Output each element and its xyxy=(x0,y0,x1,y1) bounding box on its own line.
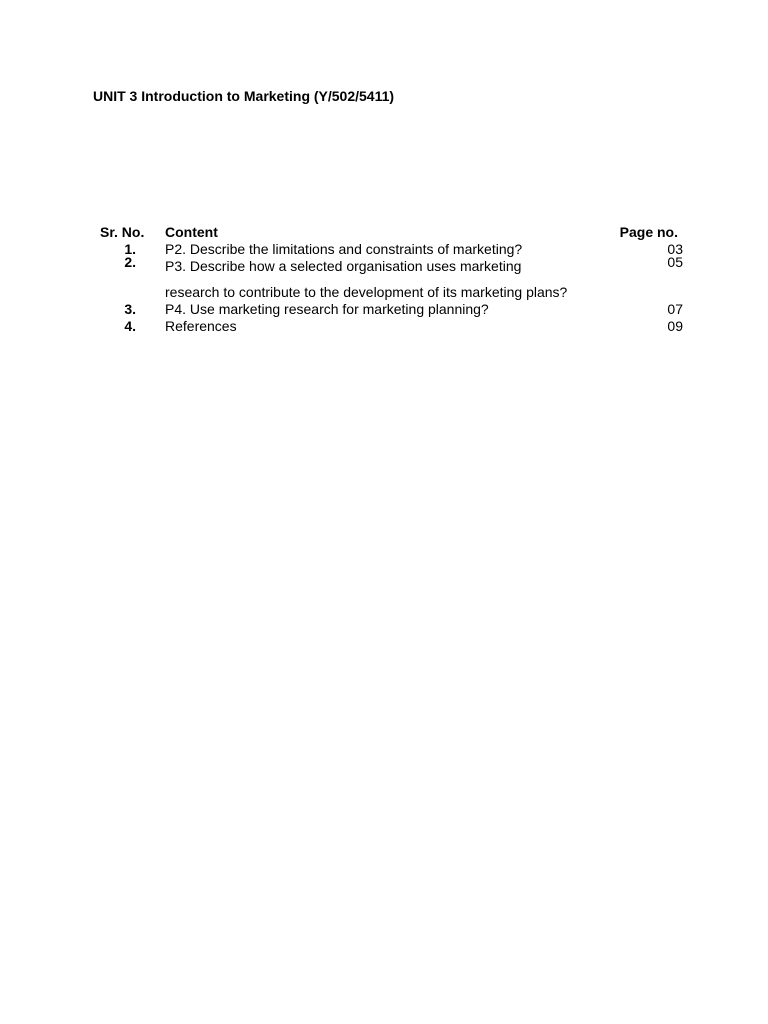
row-sr-no: 3. xyxy=(124,301,136,317)
header-page-no: Page no. xyxy=(619,224,678,240)
document-title: UNIT 3 Introduction to Marketing (Y/502/5411) xyxy=(93,88,395,104)
row-sr-no: 1. xyxy=(124,241,136,257)
row-sr-no: 2. xyxy=(124,254,136,270)
row-page-no: 09 xyxy=(667,318,683,334)
toc-row xyxy=(94,318,694,335)
row-page-no: 03 xyxy=(667,241,683,257)
row-page-no: 07 xyxy=(667,301,683,317)
toc-row xyxy=(94,254,694,305)
row-content: P2. Describe the limitations and constraints of marketing? xyxy=(165,241,523,257)
row-sr-no: 4. xyxy=(124,318,136,334)
header-sr-no: Sr. No. xyxy=(100,224,145,240)
row-content: P3. Describe how a selected organisation uses marketing research to contribute to the development of its marketing plans? xyxy=(165,258,568,300)
row-content: P4. Use marketing research for marketing planning? xyxy=(165,301,489,317)
row-page-no: 05 xyxy=(667,254,683,270)
header-content: Content xyxy=(165,224,218,240)
toc-row xyxy=(94,301,694,318)
row-content: References xyxy=(165,318,237,334)
toc-header-row xyxy=(94,224,694,241)
table-of-contents xyxy=(94,224,694,335)
